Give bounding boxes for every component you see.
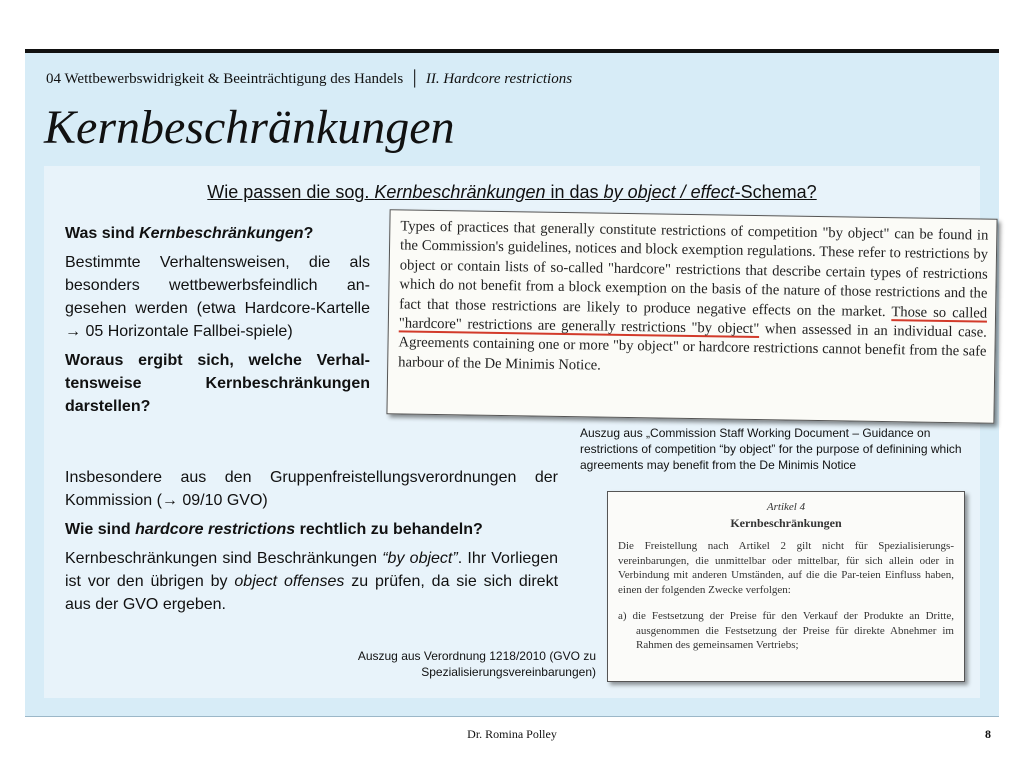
- text: zu prüfen, da sie sich direkt aus der GVO ergeben.: [65, 573, 559, 613]
- text: . Ihr Vorliegen ist vor den übrigen by: [65, 550, 558, 590]
- text: Wie sind: [65, 521, 136, 538]
- article-body: Die Freistellung nach Artikel 2 gilt nicht für Spezialisierungs-vereinbarungen, die unmittelbar oder mittelbar, für sich allein oder in Verbindung mit anderen Umständen, auf die die Par-teien Einfluss haben, einen der folgenden Zwecke verfolgen:: [618, 540, 954, 596]
- page-number: 8: [985, 727, 991, 741]
- question-text: Wie passen die sog.: [207, 182, 375, 202]
- breadcrumb-separator: │: [409, 71, 420, 87]
- breadcrumb-section: II. Hardcore restrictions: [425, 71, 573, 87]
- text: ?: [303, 225, 314, 242]
- text-emphasis: Kernbeschränkungen: [139, 225, 304, 242]
- excerpt-text: Types of practices that generally constitute restrictions of competition "by object" can be found in the Commission's guidelines, notices and block exemption regulations. These refer to restrictions by object or contain lists of so-called "hardcore" restrictions that describe certain types of restrictions which do not benefit from a block exemption on the basis of the nature of those restrictions and the fact that those restrictions are likely to produce negative effects on the market.: [399, 218, 989, 320]
- caption-regulation: Auszug aus Verordnung 1218/2010 (GVO zu Spezialisierungsvereinbarungen): [357, 649, 596, 679]
- wide-column: [65, 466, 558, 622]
- question-text: -Schema?: [734, 182, 817, 202]
- article-item-a: a) die Festsetzung der Preise für den Verkauf der Produkte an Dritte, ausgenommen die Festsetzung der Preise für direkte Abnehmer im Rahmen des gemeinsamen Vertriebs;: [618, 610, 954, 651]
- text-emphasis: “by object”: [382, 550, 458, 567]
- question-emphasis: by object / effect: [603, 182, 735, 202]
- text: rechtlich zu behandeln?: [295, 521, 483, 538]
- text: Was sind: [65, 225, 140, 242]
- excerpt-highlight: Those so called "hardcore" restrictions are generally restrictions "by object": [398, 303, 988, 338]
- text-emphasis: object offenses: [234, 573, 345, 590]
- breadcrumb: [46, 71, 572, 88]
- text: Kernbeschränkungen sind Beschränkungen: [65, 550, 383, 567]
- answer-legal-treatment: [65, 547, 558, 616]
- question-what-are: [65, 222, 370, 245]
- article-title: Kernbeschränkungen: [730, 516, 842, 530]
- left-column: [65, 222, 370, 424]
- text-emphasis: hardcore restrictions: [135, 521, 296, 538]
- answer-source: Insbesondere aus den Gruppenfreistellungsverordnungen der Kommission (→ 09/10 GVO): [65, 469, 558, 509]
- excerpt-regulation-article: [607, 491, 965, 682]
- footer-author: Dr. Romina Polley: [467, 727, 557, 741]
- question-emphasis: Kernbeschränkungen: [374, 182, 546, 202]
- slide-bottom-divider: [25, 716, 999, 717]
- answer-definition: Bestimmte Verhaltensweisen, die als besonders wettbewerbsfeindlich an-gesehen werden (etwa Hardcore-Kartelle → 05 Horizontale Fallbei-spiele): [65, 254, 370, 340]
- excerpt-commission-guidance: [386, 209, 997, 424]
- question-text: in das: [545, 182, 604, 202]
- question-legal-treatment: [65, 518, 558, 541]
- question-source: Woraus ergibt sich, welche Verhal-tensweise Kernbeschränkungen darstellen?: [65, 352, 370, 415]
- caption-commission-guidance: Auszug aus „Commission Staff Working Document – Guidance on restrictions of competition “by object” for the purpose of definining which agreements may benefit from the De Minimis Notice: [580, 426, 962, 472]
- breadcrumb-chapter: 04 Wettbewerbswidrigkeit & Beeinträchtigung des Handels: [46, 71, 404, 87]
- article-number: Artikel 4: [766, 501, 806, 513]
- central-question: [44, 182, 980, 203]
- page-title: Kernbeschränkungen: [44, 101, 455, 154]
- excerpt-text: when assessed in an individual case. Agreements containing one or more "by object" or hardcore restrictions cannot benefit from the safe harbour of the De Minimis Notice.: [398, 321, 987, 374]
